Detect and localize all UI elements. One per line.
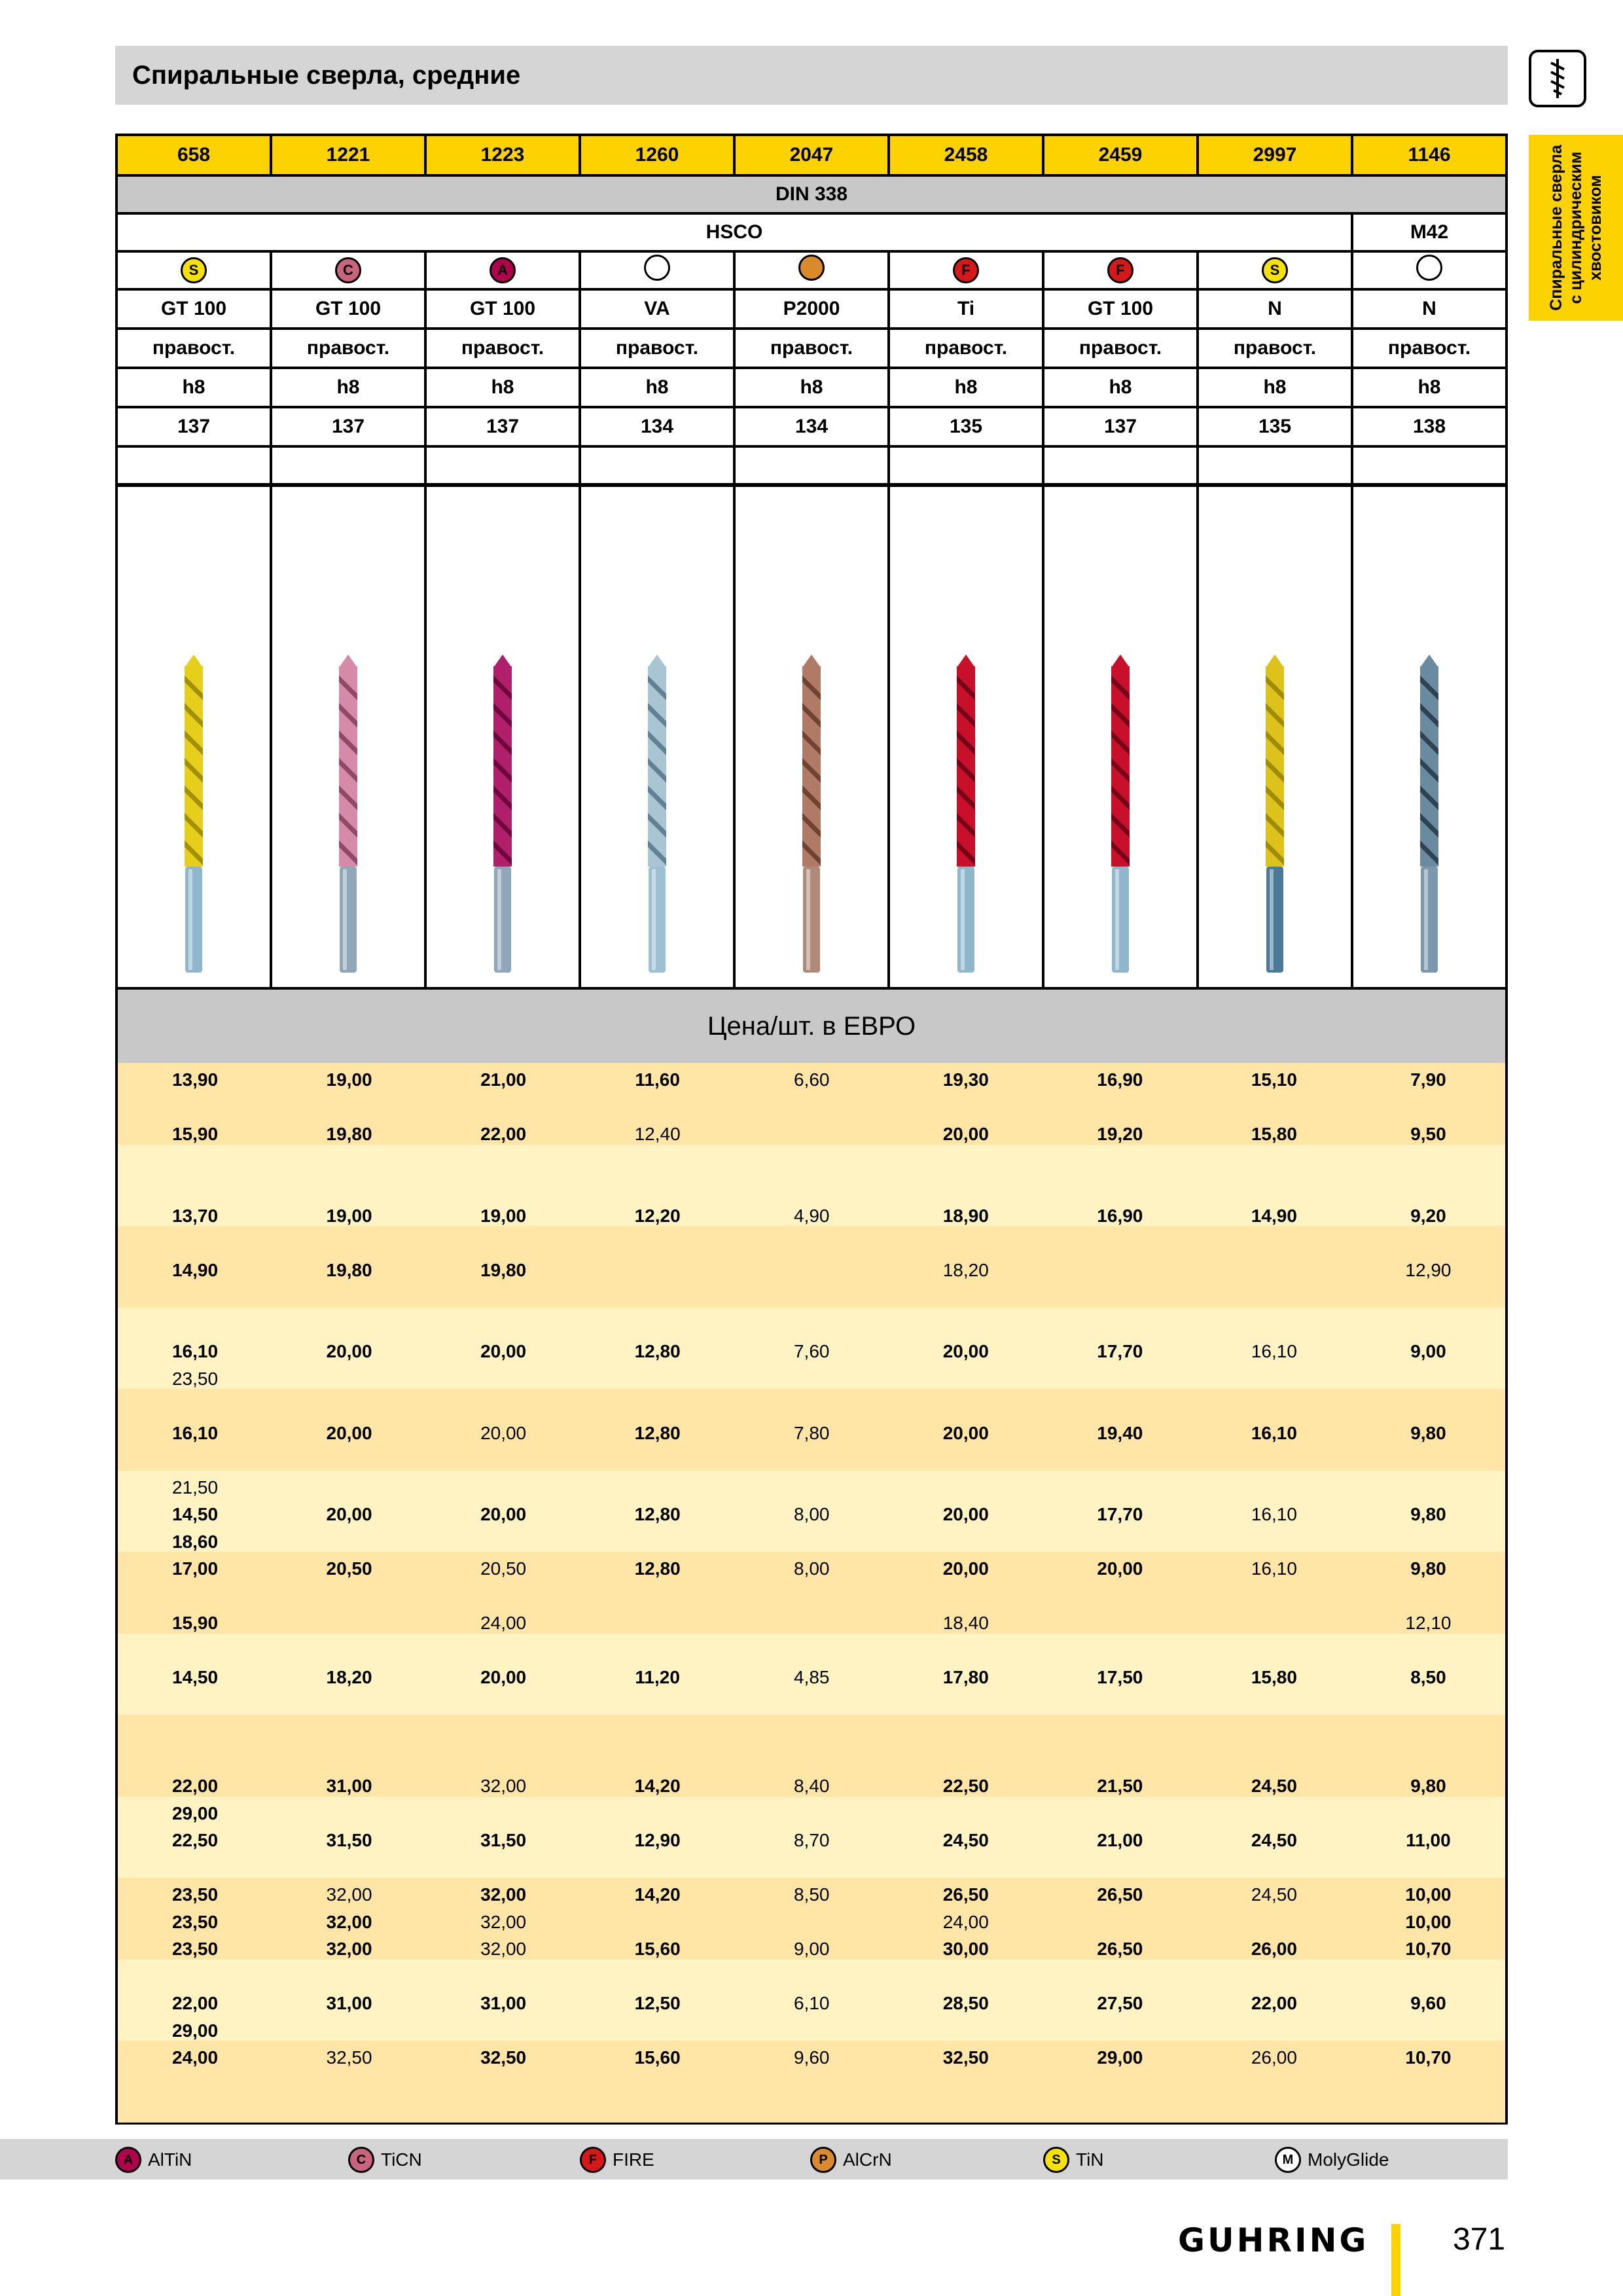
reference-page-cell[interactable]: 134 [734,407,889,446]
price-value: 29,00 [171,2020,219,2041]
type-cell: P2000 [734,289,889,329]
price-value: 32,50 [326,2047,372,2068]
direction-cell: правост. [1352,329,1507,368]
price-value: 24,00 [480,1613,527,1633]
price-value: 32,00 [480,1911,527,1932]
legend-item [1043,2147,1104,2173]
drill-shank [957,867,974,973]
drill-tip [1111,655,1130,668]
price-value: 12,10 [1405,1613,1452,1633]
article-code: 658 [116,135,271,175]
drill-shank-highlight [1270,869,1274,970]
legend-label: TiN [1076,2149,1104,2170]
price-value: 28,50 [942,1993,989,2013]
type-cell: N [1352,289,1507,329]
drill-image-cell [272,486,427,987]
price-value: 22,50 [171,1830,219,1850]
drill-image-cell [581,486,736,987]
material-m42: M42 [1352,213,1507,251]
coating-icon: F [580,2147,606,2173]
drill-tip [1266,655,1284,668]
price-value: 20,50 [326,1558,372,1579]
drill-tip [493,655,512,668]
coating-group-icon [644,255,670,281]
price-value: 9,80 [1410,1504,1446,1524]
coating-group-icon: F [1107,257,1133,283]
type-cell: GT 100 [425,289,580,329]
price-value: 20,00 [326,1504,372,1524]
type-cell: GT 100 [271,289,425,329]
type-cell: GT 100 [1043,289,1198,329]
article-code: 2047 [734,135,889,175]
coating-group-cell [271,251,425,289]
type-cell: Ti [889,289,1043,329]
tolerance-cell: h8 [1352,368,1507,407]
empty-row [116,446,1507,486]
price-value: 21,00 [480,1069,527,1090]
price-value: 20,00 [942,1422,989,1443]
reference-page-cell[interactable]: 137 [116,407,271,446]
drill-shank [803,867,820,973]
drill-image-cell [1044,486,1199,987]
price-value: 9,80 [1410,1558,1446,1579]
price-value: 15,90 [171,1124,219,1144]
article-code: 1146 [1352,135,1507,175]
price-value: 22,50 [942,1776,989,1796]
price-value: 12,80 [634,1341,681,1361]
brand-logo: GUHRING [1178,2221,1369,2259]
legend-item [810,2147,892,2173]
spec-table [115,134,1508,487]
price-value: 10,70 [1405,2047,1452,2068]
price-value: 13,70 [171,1205,219,1226]
price-value: 8,00 [793,1558,830,1579]
drill-image-cell [118,486,272,987]
reference-page-row [116,407,1507,446]
price-value: 22,00 [1251,1993,1297,2013]
price-value: 23,50 [171,1884,219,1905]
legend-label: TiCN [381,2149,422,2170]
coating-icon: C [348,2147,374,2173]
drill-tip [957,655,975,668]
price-value: 23,50 [171,1368,219,1389]
price-value: 17,70 [1097,1341,1143,1361]
price-value: 26,00 [1251,1939,1297,1959]
drill-tip [648,655,666,668]
coating-group-icon: C [335,257,361,283]
price-value: 16,10 [1251,1422,1297,1443]
price-value: 14,50 [171,1504,219,1524]
direction-cell: правост. [734,329,889,368]
price-value: 18,40 [942,1613,989,1633]
drill-tip [802,655,821,668]
price-value: 8,50 [1410,1667,1446,1687]
price-value: 15,10 [1251,1069,1297,1090]
drill-shank-highlight [961,869,965,970]
price-value: 14,50 [171,1667,219,1687]
section-side-tab[interactable] [1529,135,1623,321]
drill-image-cell [1199,486,1353,987]
price-value: 32,00 [480,1776,527,1796]
drill-image-cell [890,486,1044,987]
price-value: 18,90 [942,1205,989,1226]
coating-icon: A [115,2147,141,2173]
coating-group-cell [1352,251,1507,289]
price-value: 12,90 [1405,1259,1452,1280]
page-title-bar [115,46,1508,105]
direction-cell: правост. [116,329,271,368]
price-value: 4,90 [793,1205,830,1226]
drill-bit-icon [1529,50,1586,107]
price-value: 18,20 [326,1667,372,1687]
price-value: 12,40 [634,1124,681,1144]
price-value: 17,00 [171,1558,219,1579]
price-value: 14,90 [1251,1205,1297,1226]
legend-item [348,2147,422,2173]
price-value: 31,00 [326,1993,372,2013]
price-value: 31,50 [326,1830,372,1850]
price-value: 20,50 [480,1558,527,1579]
price-value: 24,50 [1251,1830,1297,1850]
coating-group-icon: S [181,257,207,283]
price-value: 7,60 [793,1341,830,1361]
drill-shank-highlight [343,869,347,970]
price-value: 22,00 [171,1776,219,1796]
price-value: 10,00 [1405,1911,1452,1932]
coating-group-cell [1043,251,1198,289]
price-value: 21,50 [1097,1776,1143,1796]
drill-bit-image [637,486,677,990]
drill-image-cell [736,486,890,987]
price-value: 20,00 [1097,1558,1143,1579]
price-value: 32,50 [480,2047,527,2068]
section-side-tab-label: Спиральные сверла с цилиндрическим хвостовиком [1547,145,1605,311]
price-value: 6,60 [793,1069,830,1090]
type-cell: VA [580,289,734,329]
type-row [116,289,1507,329]
price-value: 29,00 [171,1803,219,1823]
price-value: 9,20 [1410,1205,1446,1226]
drill-shank [185,867,202,973]
price-value: 15,80 [1251,1124,1297,1144]
price-value: 21,50 [171,1477,219,1498]
price-value: 12,80 [634,1558,681,1579]
coating-group-icon: F [953,257,979,283]
price-value: 22,00 [480,1124,527,1144]
drill-bit-image [1101,486,1140,990]
price-value: 16,10 [1251,1558,1297,1579]
tolerance-cell: h8 [116,368,271,407]
price-value: 10,70 [1405,1939,1452,1959]
article-code: 2997 [1198,135,1352,175]
price-value: 32,00 [326,1911,372,1932]
coating-group-cell [425,251,580,289]
drill-bit-image [174,486,213,990]
price-value: 20,00 [326,1422,372,1443]
price-value: 26,50 [1097,1939,1143,1959]
price-value: 24,50 [1251,1884,1297,1905]
price-value: 21,00 [1097,1830,1143,1850]
direction-cell: правост. [889,329,1043,368]
drill-bit-image [1410,486,1449,990]
price-value: 31,00 [326,1776,372,1796]
price-value: 12,80 [634,1422,681,1443]
price-value: 15,60 [634,2047,681,2068]
page-title: Спиральные сверла, средние [132,60,521,90]
price-value: 19,20 [1097,1124,1143,1144]
price-value: 4,85 [793,1667,830,1687]
article-code: 1221 [271,135,425,175]
tolerance-row [116,368,1507,407]
price-value: 20,00 [480,1667,527,1687]
price-value: 32,50 [942,2047,989,2068]
direction-cell: правост. [425,329,580,368]
drill-shank [1421,867,1438,973]
price-value: 14,20 [634,1884,681,1905]
price-value: 30,00 [942,1939,989,1959]
price-value: 12,20 [634,1205,681,1226]
coating-group-icon [1416,255,1442,281]
price-value: 16,10 [1251,1504,1297,1524]
direction-cell: правост. [580,329,734,368]
drill-shank-highlight [497,869,501,970]
price-value: 13,90 [171,1069,219,1090]
tolerance-cell: h8 [734,368,889,407]
price-value: 9,50 [1410,1124,1446,1144]
drill-shank-highlight [1115,869,1119,970]
reference-page-cell[interactable]: 137 [271,407,425,446]
tolerance-cell: h8 [425,368,580,407]
price-value: 18,60 [171,1531,219,1552]
price-value: 20,00 [480,1504,527,1524]
coating-group-icon: A [490,257,516,283]
price-value: 12,90 [634,1830,681,1850]
article-code: 1260 [580,135,734,175]
price-value: 8,50 [793,1884,830,1905]
price-value: 9,60 [793,2047,830,2068]
drill-shank [494,867,511,973]
legend-item [580,2147,654,2173]
price-value: 14,90 [171,1259,219,1280]
drill-shank [1112,867,1129,973]
article-code: 2459 [1043,135,1198,175]
price-value: 11,60 [635,1069,680,1090]
price-value: 32,00 [326,1939,372,1959]
drill-shank-highlight [652,869,656,970]
article-code: 1223 [425,135,580,175]
price-value: 12,80 [634,1504,681,1524]
price-value: 16,90 [1097,1069,1143,1090]
reference-page-cell[interactable]: 138 [1352,407,1507,446]
price-value: 26,00 [1251,2047,1297,2068]
article-codes-row [116,135,1507,175]
type-cell: N [1198,289,1352,329]
price-value: 26,50 [942,1884,989,1905]
coating-group-icon [798,255,825,281]
price-value: 20,00 [942,1341,989,1361]
price-value: 8,40 [793,1776,830,1796]
tolerance-cell: h8 [889,368,1043,407]
price-value: 22,00 [171,1993,219,2013]
price-value: 9,00 [793,1939,830,1959]
tolerance-cell: h8 [1043,368,1198,407]
drill-shank-highlight [806,869,810,970]
price-value: 11,00 [1406,1830,1451,1850]
material-hsco: HSCO [116,213,1352,251]
legend-label: AlCrN [843,2149,892,2170]
drill-bit-image [483,486,522,990]
price-value: 24,50 [942,1830,989,1850]
direction-cell: правост. [271,329,425,368]
drill-image-cell [1353,486,1505,987]
price-value: 20,00 [326,1341,372,1361]
drill-bit-image [1255,486,1294,990]
material-row [116,213,1507,251]
price-value: 18,20 [942,1259,989,1280]
direction-row [116,329,1507,368]
price-value: 9,00 [1410,1341,1446,1361]
price-value: 24,00 [171,2047,219,2068]
price-value: 20,00 [942,1124,989,1144]
price-value: 6,10 [793,1993,830,2013]
drill-image-cell [427,486,581,987]
price-value: 32,00 [480,1939,527,1959]
price-value: 20,00 [480,1341,527,1361]
price-value: 7,80 [793,1422,830,1443]
price-value: 29,00 [1097,2047,1143,2068]
price-value: 17,80 [942,1667,989,1687]
drill-tip [185,655,203,668]
price-value: 19,00 [326,1205,372,1226]
price-value: 8,70 [793,1830,830,1850]
price-value: 10,00 [1405,1884,1452,1905]
price-value: 19,80 [326,1259,372,1280]
price-value: 23,50 [171,1939,219,1959]
price-value: 24,50 [1251,1776,1297,1796]
price-header-label: Цена/шт. в ЕВРО [707,1011,916,1041]
price-value: 31,50 [480,1830,527,1850]
reference-page-cell[interactable]: 135 [1198,407,1352,446]
direction-cell: правост. [1043,329,1198,368]
price-value: 16,10 [1251,1341,1297,1361]
legend-item [1275,2147,1389,2173]
price-value: 12,50 [634,1993,681,2013]
legend-label: FIRE [613,2149,654,2170]
coating-group-row [116,251,1507,289]
drill-shank-highlight [1424,869,1428,970]
coating-group-icon: S [1262,257,1288,283]
reference-page-cell[interactable]: 137 [1043,407,1198,446]
price-value: 31,00 [480,1993,527,2013]
brand-accent-bar [1391,2224,1400,2296]
price-value: 32,00 [480,1884,527,1905]
price-value: 23,50 [171,1911,219,1932]
price-value: 16,10 [171,1341,219,1361]
coating-legend [0,2139,1508,2179]
price-value: 26,50 [1097,1884,1143,1905]
price-value: 19,80 [480,1259,527,1280]
price-value: 19,40 [1097,1422,1143,1443]
coating-group-cell [116,251,271,289]
direction-cell: правост. [1198,329,1352,368]
price-value: 16,90 [1097,1205,1143,1226]
type-cell: GT 100 [116,289,271,329]
reference-page-cell[interactable]: 135 [889,407,1043,446]
tolerance-cell: h8 [1198,368,1352,407]
coating-group-cell [1198,251,1352,289]
price-value: 16,10 [171,1422,219,1443]
coating-icon: P [810,2147,836,2173]
drill-shank [1266,867,1283,973]
standard-row [116,175,1507,213]
tolerance-cell: h8 [580,368,734,407]
drill-tip [1420,655,1438,668]
price-value: 17,50 [1097,1667,1143,1687]
article-code: 2458 [889,135,1043,175]
price-value: 15,80 [1251,1667,1297,1687]
reference-page-cell[interactable]: 134 [580,407,734,446]
price-value: 20,00 [942,1504,989,1524]
price-value: 9,80 [1410,1422,1446,1443]
coating-group-cell [734,251,889,289]
drill-shank-highlight [188,869,192,970]
price-header [115,987,1508,1066]
price-value: 19,80 [326,1124,372,1144]
price-value: 24,00 [942,1911,989,1932]
price-value: 7,90 [1410,1069,1446,1090]
standard-cell: DIN 338 [116,175,1507,213]
coating-group-cell [889,251,1043,289]
price-value: 9,60 [1410,1993,1446,2013]
coating-icon: M [1275,2147,1301,2173]
page-number: 371 [1453,2222,1506,2257]
legend-label: AlTiN [148,2149,192,2170]
legend-label: MolyGlide [1308,2149,1389,2170]
price-value: 15,60 [634,1939,681,1959]
drill-bit-image [329,486,368,990]
tolerance-cell: h8 [271,368,425,407]
price-value: 9,80 [1410,1776,1446,1796]
price-value: 17,70 [1097,1504,1143,1524]
price-value: 8,00 [793,1504,830,1524]
coating-group-cell [580,251,734,289]
price-table [115,1063,1508,2125]
price-value: 20,00 [942,1558,989,1579]
coating-icon: S [1043,2147,1069,2173]
price-value: 11,20 [635,1667,680,1687]
price-value: 14,20 [634,1776,681,1796]
drill-bit-image [946,486,986,990]
reference-page-cell[interactable]: 137 [425,407,580,446]
price-value: 20,00 [480,1422,527,1443]
price-value: 19,00 [480,1205,527,1226]
price-value: 32,00 [326,1884,372,1905]
price-value: 27,50 [1097,1993,1143,2013]
drill-shank [649,867,666,973]
price-value: 19,30 [942,1069,989,1090]
drill-shank [340,867,357,973]
drill-tip [339,655,357,668]
price-value: 15,90 [171,1613,219,1633]
drill-image-row [115,483,1508,990]
price-value: 19,00 [326,1069,372,1090]
legend-item [115,2147,192,2173]
drill-bit-image [792,486,831,990]
